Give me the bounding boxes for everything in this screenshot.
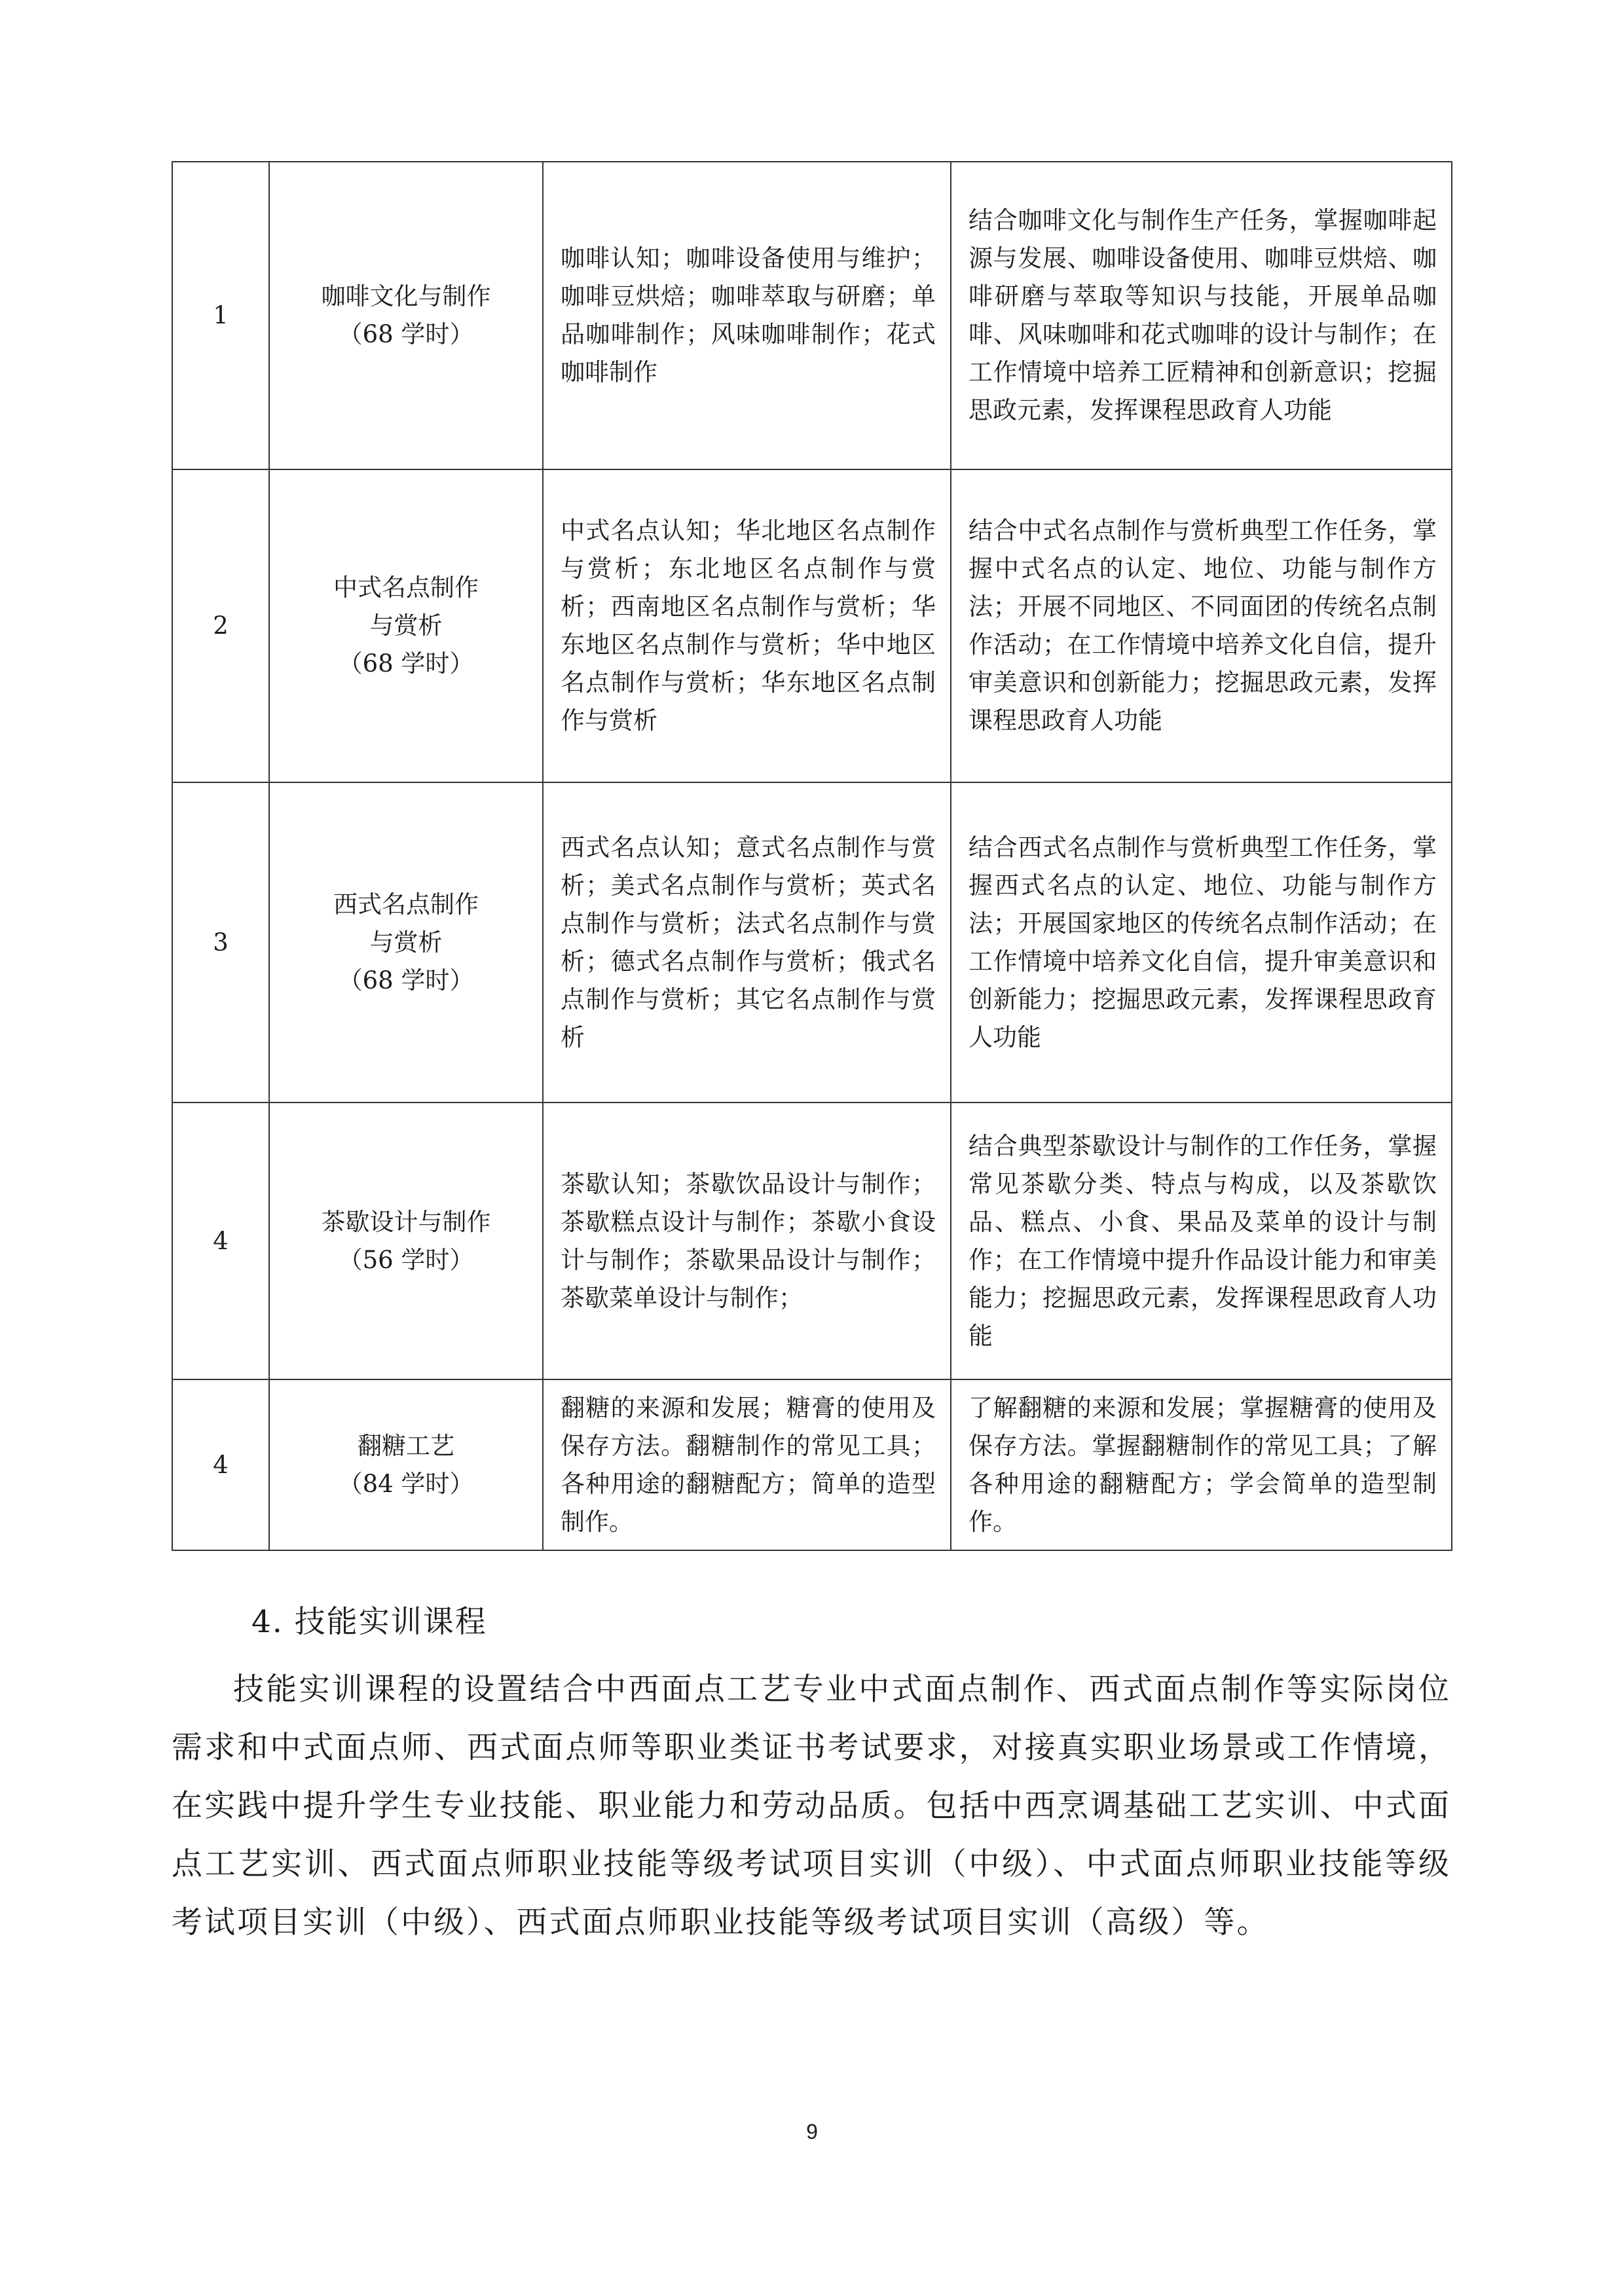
table-row — [172, 782, 1452, 1102]
course-hours: （56 学时） — [338, 1245, 474, 1274]
course-name — [269, 782, 543, 1102]
course-table — [172, 161, 1452, 1551]
course-name — [269, 469, 543, 782]
course-requirement: 了解翻糖的来源和发展；掌握糖膏的使用及保存方法。掌握翻糖制作的常见工具；了解各种用途的翻糖配方；学会简单的造型制作。 — [951, 1379, 1452, 1550]
course-number: 4 — [172, 1102, 269, 1379]
table-row — [172, 162, 1452, 469]
course-requirement: 结合咖啡文化与制作生产任务，掌握咖啡起源与发展、咖啡设备使用、咖啡豆烘焙、咖啡研磨与萃取等知识与技能，开展单品咖啡、风味咖啡和花式咖啡的设计与制作；在工作情境中培养工匠精神和创新意识；挖掘思政元素，发挥课程思政育人功能 — [951, 162, 1452, 469]
course-name-line: 与赏析 — [369, 611, 443, 640]
course-name-line: 西式名点制作 — [333, 890, 479, 919]
course-number: 1 — [172, 162, 269, 469]
table-row — [172, 469, 1452, 782]
course-content: 翻糖的来源和发展；糖膏的使用及保存方法。翻糖制作的常见工具；各种用途的翻糖配方；简单的造型制作。 — [543, 1379, 951, 1550]
course-requirement: 结合中式名点制作与赏析典型工作任务，掌握中式名点的认定、地位、功能与制作方法；开展不同地区、不同面团的传统名点制作活动；在工作情境中培养文化自信，提升审美意识和创新能力；挖掘思政元素，发挥课程思政育人功能 — [951, 469, 1452, 782]
course-name-line: 与赏析 — [369, 928, 443, 957]
course-name — [269, 1102, 543, 1379]
page-number: 9 — [806, 2120, 818, 2143]
course-requirement: 结合西式名点制作与赏析典型工作任务，掌握西式名点的认定、地位、功能与制作方法；开展国家地区的传统名点制作活动；在工作情境中培养文化自信，提升审美意识和创新能力；挖掘思政元素，发挥课程思政育人功能 — [951, 782, 1452, 1102]
course-name-line: 翻糖工艺 — [358, 1431, 454, 1460]
course-hours: （68 学时） — [338, 966, 474, 994]
course-name — [269, 162, 543, 469]
table-row — [172, 1102, 1452, 1379]
table-row — [172, 1379, 1452, 1550]
course-hours: （68 学时） — [338, 320, 474, 348]
course-name-line: 茶歇设计与制作 — [321, 1207, 491, 1236]
section-heading: 4. 技能实训课程 — [251, 1604, 487, 1640]
course-number: 3 — [172, 782, 269, 1102]
course-hours: （84 学时） — [338, 1469, 474, 1498]
course-content: 咖啡认知；咖啡设备使用与维护；咖啡豆烘焙；咖啡萃取与研磨；单品咖啡制作；风味咖啡制作；花式咖啡制作 — [543, 162, 951, 469]
course-name-line: 中式名点制作 — [333, 574, 479, 602]
course-hours: （68 学时） — [338, 649, 474, 678]
course-name — [269, 1379, 543, 1550]
course-number: 2 — [172, 469, 269, 782]
course-number: 4 — [172, 1379, 269, 1550]
course-content: 中式名点认知；华北地区名点制作与赏析；东北地区名点制作与赏析；西南地区名点制作与赏析；华东地区名点制作与赏析；华中地区名点制作与赏析；华东地区名点制作与赏析 — [543, 469, 951, 782]
section-body: 技能实训课程的设置结合中西面点工艺专业中式面点制作、西式面点制作等实际岗位需求和中式面点师、西式面点师等职业类证书考试要求，对接真实职业场景或工作情境，在实践中提升学生专业技能、职业能力和劳动品质。包括中西烹调基础工艺实训、中式面点工艺实训、西式面点师职业技能等级考试项目实训（中级）、中式面点师职业技能等级考试项目实训（中级）、西式面点师职业技能等级考试项目实训（高级）等。 — [172, 1671, 1451, 1941]
course-content: 茶歇认知；茶歇饮品设计与制作；茶歇糕点设计与制作；茶歇小食设计与制作；茶歇果品设计与制作；茶歇菜单设计与制作； — [543, 1102, 951, 1379]
course-requirement: 结合典型茶歇设计与制作的工作任务，掌握常见茶歇分类、特点与构成，以及茶歇饮品、糕点、小食、果品及菜单的设计与制作；在工作情境中提升作品设计能力和审美能力；挖掘思政元素，发挥课程思政育人功能 — [951, 1102, 1452, 1379]
course-content: 西式名点认知；意式名点制作与赏析；美式名点制作与赏析；英式名点制作与赏析；法式名点制作与赏析；德式名点制作与赏析；俄式名点制作与赏析；其它名点制作与赏析 — [543, 782, 951, 1102]
course-name-line: 咖啡文化与制作 — [321, 282, 491, 310]
